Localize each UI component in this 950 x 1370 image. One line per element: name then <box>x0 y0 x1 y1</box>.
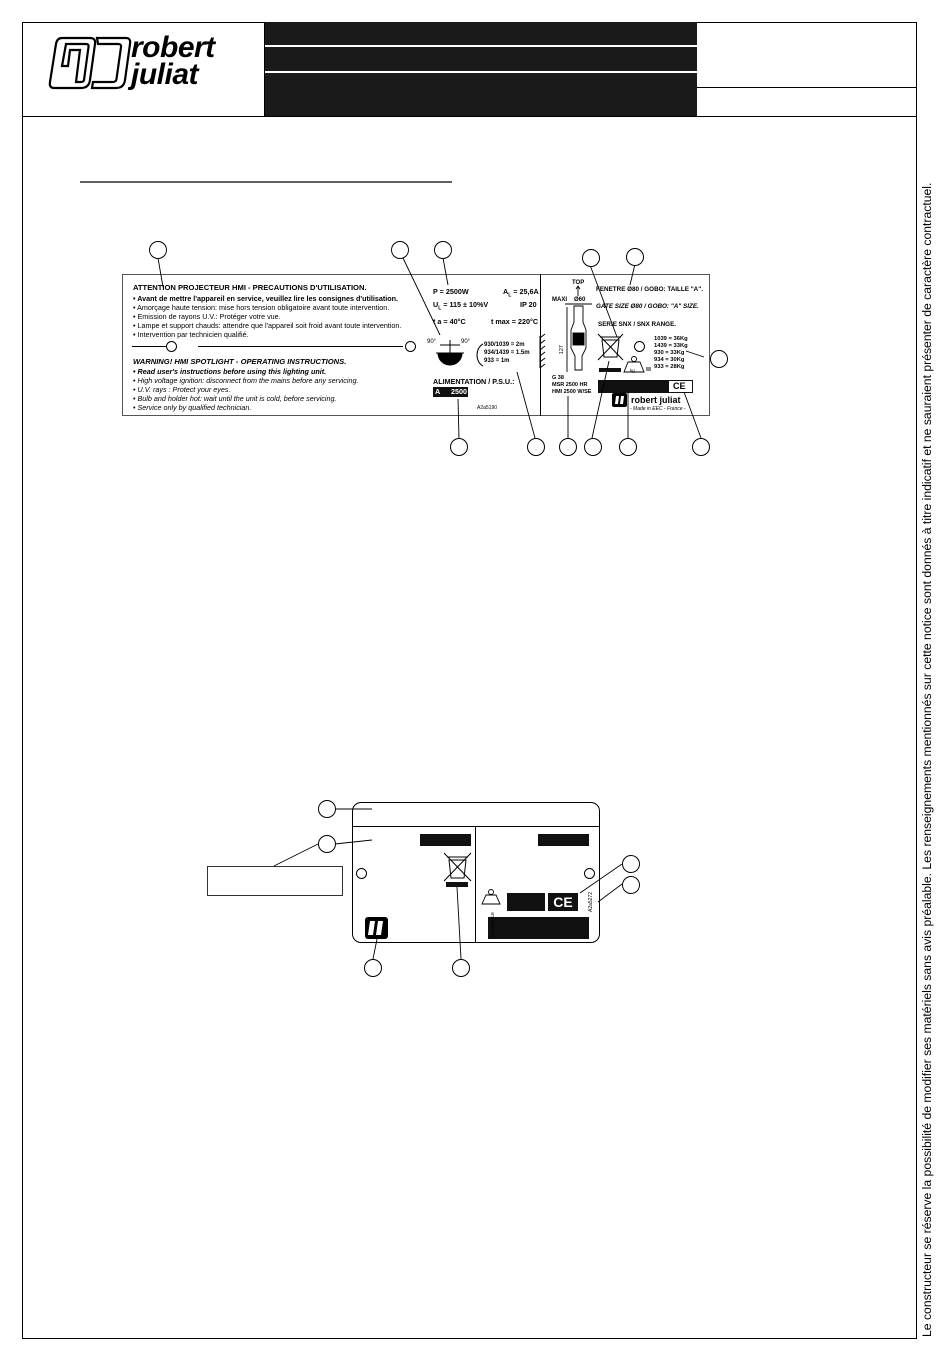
en-title: WARNING! HMI SPOTLIGHT - OPERATING INSTRUCTIONS. <box>133 357 347 366</box>
callout-2 <box>391 241 409 259</box>
fr-line-1: • Avant de mettre l'appareil en service, veuillez lire les consignes d'utilisation. <box>133 294 399 303</box>
weight-1: 1039 = 36Kg <box>654 336 688 342</box>
weight-2: 1439 = 33Kg <box>654 343 688 349</box>
lamp-type-1: MSR 2500 HR <box>552 382 588 388</box>
dim-127: 127 <box>558 345 565 355</box>
diameter-label: Ø60 <box>574 297 586 303</box>
callout-plate-4 <box>622 876 640 894</box>
ip-rating: IP 20 <box>520 300 537 309</box>
current-rating: $A_L = 25,6A$ <box>503 287 539 299</box>
angle-right: 90° <box>461 339 471 345</box>
leader-lines-top <box>158 258 704 438</box>
en-line-4: • Bulb and holder hot: wait until the unit is cold, before servicing. <box>133 394 337 403</box>
callout-4 <box>582 249 600 267</box>
callout-3 <box>434 241 452 259</box>
fr-line-3: • Emission de rayons U.V.: Protéger votre vue. <box>133 312 281 321</box>
callout-plate-6 <box>452 959 470 977</box>
plate-logo-icon <box>365 917 388 939</box>
fr-line-2: • Amorçage haute tension: mise hors tension obligatoire avant toute intervention. <box>133 303 390 312</box>
maxi-label: MAXI <box>552 297 567 303</box>
callout-5 <box>626 248 644 266</box>
gate-en: GATE SIZE Ø80 / GOBO: "A" SIZE. <box>596 303 699 310</box>
made-in: - Made in EEC - France - <box>630 406 686 412</box>
weight-4: 934 = 30Kg <box>654 357 685 363</box>
brand-name: robert juliat <box>631 395 681 405</box>
weee-bin-icon <box>598 334 623 360</box>
weight-3: 930 = 33Kg <box>654 350 685 356</box>
label-logo-icon <box>612 393 627 407</box>
plate-control-tag: CONTROLE <box>490 911 495 937</box>
en-line-3: • U.V. rays : Protect your eyes. <box>133 385 231 394</box>
lamp-type-2: HMI 2500 W/SE <box>552 389 592 395</box>
callout-plate-2 <box>318 835 336 853</box>
en-line-5: • Service only by qualified technician. <box>133 403 252 412</box>
gate-fr: FENETRE Ø80 / GOBO: TAILLE "A". <box>596 286 703 293</box>
weight-5: 933 = 28Kg <box>654 364 685 370</box>
logo-line-2: juliat <box>131 58 199 91</box>
voltage-rating: $U_L = 115 \pm 10\%V$ <box>433 300 489 312</box>
max-temp: t max = 220°C <box>491 317 539 326</box>
side-notice: Le constructeur se réserve la possibilité de modifier ses matériels sans avis préalable. Les renseignements mentionnés sur cette notice sont donnés à titre indicatif et ne sauraient présenter de caractère contractuel. <box>920 182 934 1337</box>
power-rating: P = 2500W <box>433 287 469 296</box>
callout-plate-1 <box>318 800 336 818</box>
weight-icon <box>624 357 651 373</box>
callout-12 <box>692 438 710 456</box>
distance-icon <box>477 334 545 368</box>
en-line-2: • High voltage ignition: disconnect from the mains before any servicing. <box>133 376 359 385</box>
distance-3: 933 = 1m <box>484 358 510 364</box>
plate-weee-bin-icon <box>444 853 471 881</box>
leader-lines-bottom <box>274 809 622 959</box>
beam-angle-icon <box>436 340 464 365</box>
logo-line-1: robert <box>131 31 215 64</box>
callout-plate-3 <box>622 855 640 873</box>
distance-2: 934/1439 = 1.5m <box>484 350 530 356</box>
psu-prefix: A <box>435 387 441 396</box>
plate-ce-mark: CE <box>553 894 573 910</box>
kg-symbol: kg <box>630 368 635 373</box>
ambient-temp: t a = 40°C <box>433 317 466 326</box>
psu-value: 2500 <box>451 387 467 396</box>
callout-9 <box>559 438 577 456</box>
callout-8 <box>527 438 545 456</box>
lamp-socket: G 38 <box>552 375 564 381</box>
angle-left: 90° <box>427 339 437 345</box>
fr-line-5: • Intervention par technicien qualifié. <box>133 330 249 339</box>
lamp-icon <box>565 286 592 372</box>
callout-10 <box>584 438 602 456</box>
series: SERIE SNX / SNX RANGE. <box>598 321 677 328</box>
fr-line-4: • Lampe et support chauds: attendre que l'appareil soit froid avant toute intervention. <box>133 321 402 330</box>
en-line-1: • Read user's instructions before using this lighting unit. <box>133 367 327 376</box>
label-ref: A2a5190 <box>477 405 498 411</box>
callout-plate-5 <box>364 959 382 977</box>
callout-11 <box>619 438 637 456</box>
distance-1: 930/1039 = 2m <box>484 342 525 348</box>
plate-ref: A2a5272 <box>588 891 594 912</box>
psu-title: ALIMENTATION / P.S.U.: <box>433 377 515 386</box>
callout-7 <box>450 438 468 456</box>
top-marker: TOP <box>572 280 585 286</box>
plate-weight-icon <box>482 890 500 905</box>
ce-mark: CE <box>673 381 686 391</box>
fr-title: ATTENTION PROJECTEUR HMI - PRECAUTIONS D'UTILISATION. <box>133 283 367 292</box>
callout-1 <box>149 241 167 259</box>
callout-6 <box>710 350 728 368</box>
